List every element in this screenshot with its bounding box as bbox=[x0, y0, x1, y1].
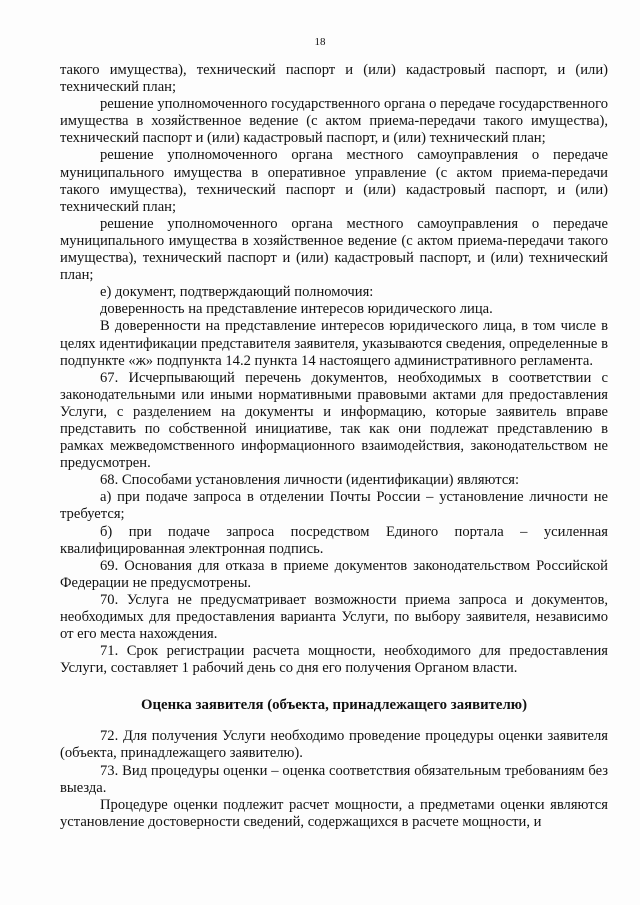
paragraphs-after-heading bbox=[60, 728, 608, 831]
page-number: 18 bbox=[314, 36, 326, 48]
paragraphs-before-heading bbox=[60, 62, 608, 677]
paragraph: 68. Способами установления личности (идентификации) являются: bbox=[100, 472, 520, 489]
paragraph: такого имущества), технический паспорт и (или) кадастровый паспорт, и (или) технический план; bbox=[60, 62, 608, 96]
paragraph: В доверенности на представление интересов юридического лица, в том числе в целях идентификации представителя заявителя, указываются сведения, определенные в подпункте «ж» подпункта 14.2 пункта 14 настоящего административного регламента. bbox=[60, 318, 608, 369]
paragraph: 69. Основания для отказа в приеме документов законодательством Российской Федерации не предусмотрены. bbox=[60, 557, 608, 591]
paragraph: 70. Услуга не предусматривает возможности приема запроса и документов, необходимых для предоставления варианта Услуги, по выбору заявителя, независимо от его места нахождения. bbox=[60, 591, 608, 643]
paragraph: 67. Исчерпывающий перечень документов, необходимых в соответствии с законодательными или иными нормативными правовыми актами для предоставления Услуги, с разделением на документы и информацию, которые заявитель вправе представить по собственной инициативе, так как они подлежат представлению в рамках межведомственного информационного взаимодействия, законодательством не предусмотрен. bbox=[60, 369, 608, 472]
paragraph: б) при подаче запроса посредством Единого портала – усиленная квалифицированная электронная подпись. bbox=[60, 523, 608, 557]
paragraph: доверенность на представление интересов юридического лица. bbox=[100, 301, 493, 318]
paragraph: 71. Срок регистрации расчета мощности, необходимого для предоставления Услуги, составляет 1 рабочий день со дня его получения Органом власти. bbox=[60, 643, 608, 677]
paragraph: решение уполномоченного органа местного самоуправления о передаче муниципального имущества в оперативное управление (с актом приема-передачи такого имущества), технический паспорт и (или) кадастровый паспорт, и (или) технический план; bbox=[60, 147, 608, 215]
paragraph: решение уполномоченного государственного органа о передаче государственного имущества в хозяйственное ведение (с актом приема-передачи такого имущества), технический паспорт и (или) кадастровый паспорт, и (или) технический план; bbox=[60, 96, 608, 147]
paragraph: а) при подаче запроса в отделении Почты России – установление личности не требуется; bbox=[60, 489, 608, 523]
section-heading: Оценка заявителя (объекта, принадлежащего заявителю) bbox=[141, 697, 527, 714]
paragraph: Процедуре оценки подлежит расчет мощности, а предметами оценки являются установление достоверности сведений, содержащихся в расчете мощности, и bbox=[60, 796, 608, 830]
document-body bbox=[60, 62, 608, 831]
paragraph: 72. Для получения Услуги необходимо проведение процедуры оценки заявителя (объекта, принадлежащего заявителю). bbox=[60, 728, 608, 762]
paragraph: е) документ, подтверждающий полномочия: bbox=[100, 284, 374, 301]
paragraph: 73. Вид процедуры оценки – оценка соответствия обязательным требованиям без выезда. bbox=[60, 762, 608, 796]
paragraph: решение уполномоченного органа местного самоуправления о передаче муниципального имущества в хозяйственное ведение (с актом приема-передачи такого имущества), технический паспорт и (или) кадастровый паспорт, и (или) технический план; bbox=[60, 215, 608, 284]
